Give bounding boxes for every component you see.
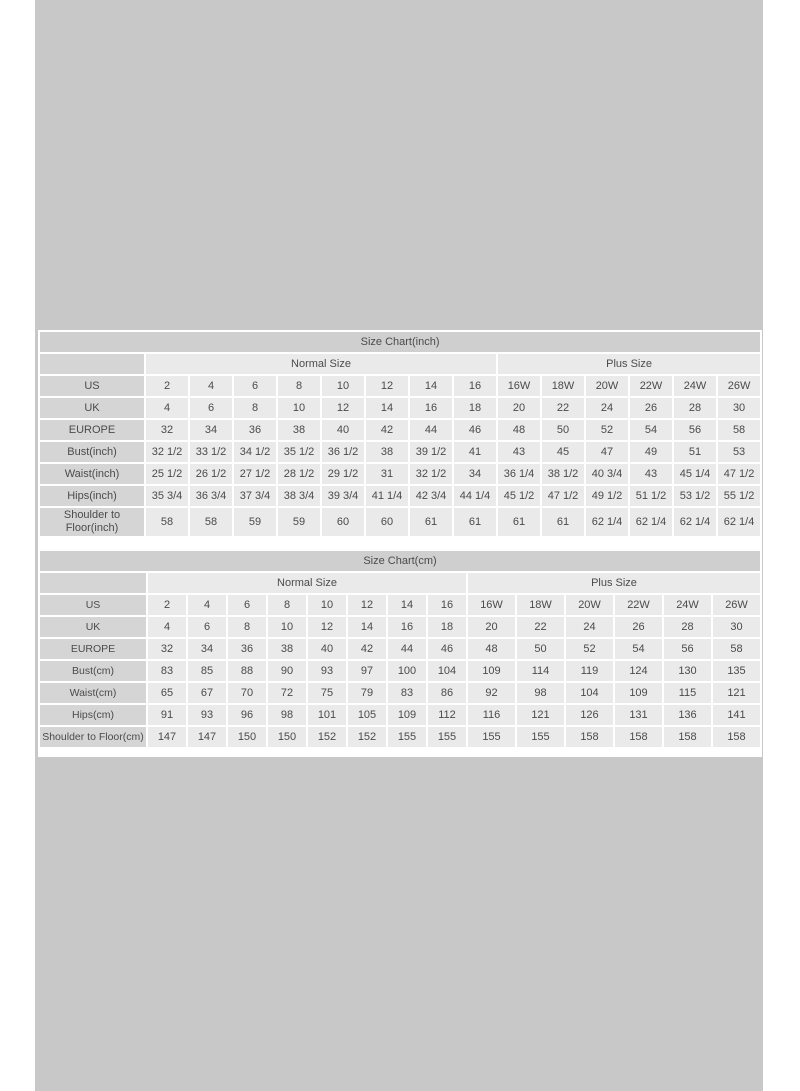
size-cell: 28 — [674, 398, 716, 418]
size-cell: 121 — [517, 705, 564, 725]
size-cell: 12 — [308, 617, 346, 637]
size-cell: 59 — [278, 508, 320, 536]
size-cell: 38 — [268, 639, 306, 659]
size-chart-inch-table — [38, 330, 762, 538]
size-cell: 109 — [468, 661, 515, 681]
size-cell: 20 — [468, 617, 515, 637]
size-cell: 26 — [630, 398, 672, 418]
size-cell: 4 — [148, 617, 186, 637]
size-cell: 28 1/2 — [278, 464, 320, 484]
size-cell: 92 — [468, 683, 515, 703]
size-cell: 100 — [388, 661, 426, 681]
size-cell: 36 1/4 — [498, 464, 540, 484]
size-cell: 72 — [268, 683, 306, 703]
size-cell: 158 — [566, 727, 613, 747]
table-row — [40, 661, 760, 681]
size-cell: 50 — [542, 420, 584, 440]
size-cell: 12 — [322, 398, 364, 418]
size-cell: 85 — [188, 661, 226, 681]
size-cell: 130 — [664, 661, 711, 681]
size-cell: 16W — [498, 376, 540, 396]
size-cell: 54 — [630, 420, 672, 440]
size-cell: 55 1/2 — [718, 486, 760, 506]
size-cell: 41 — [454, 442, 496, 462]
table-row — [40, 442, 760, 462]
size-cell: 61 — [542, 508, 584, 536]
size-cell: 112 — [428, 705, 466, 725]
size-cell: 91 — [148, 705, 186, 725]
size-cell: 42 — [366, 420, 408, 440]
row-label: Shoulder to Floor(cm) — [40, 727, 146, 747]
size-cell: 56 — [674, 420, 716, 440]
size-cell: 42 — [348, 639, 386, 659]
size-cell: 14 — [366, 398, 408, 418]
size-cell: 10 — [278, 398, 320, 418]
size-cell: 147 — [148, 727, 186, 747]
size-cell: 51 1/2 — [630, 486, 672, 506]
size-cell: 49 — [630, 442, 672, 462]
size-cell: 14 — [410, 376, 452, 396]
size-cell: 61 — [410, 508, 452, 536]
size-cell: 45 1/4 — [674, 464, 716, 484]
size-cell: 53 — [718, 442, 760, 462]
size-cell: 46 — [428, 639, 466, 659]
size-cell: 34 — [188, 639, 226, 659]
size-cell: 62 1/4 — [630, 508, 672, 536]
size-cell: 51 — [674, 442, 716, 462]
size-cell: 83 — [388, 683, 426, 703]
size-cell: 18 — [454, 398, 496, 418]
size-cell: 16W — [468, 595, 515, 615]
size-cell: 38 1/2 — [542, 464, 584, 484]
size-cell: 98 — [268, 705, 306, 725]
size-cell: 40 3/4 — [586, 464, 628, 484]
size-cell: 158 — [713, 727, 760, 747]
row-label: Waist(cm) — [40, 683, 146, 703]
size-cell: 104 — [566, 683, 613, 703]
size-cell: 35 3/4 — [146, 486, 188, 506]
size-cell: 50 — [517, 639, 564, 659]
row-label: US — [40, 376, 144, 396]
size-cell: 22W — [615, 595, 662, 615]
table-row — [40, 639, 760, 659]
size-cell: 12 — [366, 376, 408, 396]
group-header: Plus Size — [468, 573, 760, 593]
row-label: EUROPE — [40, 639, 146, 659]
size-cell: 47 1/2 — [542, 486, 584, 506]
size-chart-cm-table — [38, 549, 762, 749]
size-cell: 46 — [454, 420, 496, 440]
size-cell: 93 — [308, 661, 346, 681]
corner-cell — [40, 573, 146, 593]
size-cell: 36 1/2 — [322, 442, 364, 462]
size-cell: 47 1/2 — [718, 464, 760, 484]
size-cell: 59 — [234, 508, 276, 536]
table-row — [40, 420, 760, 440]
size-cell: 147 — [188, 727, 226, 747]
size-cell: 16 — [388, 617, 426, 637]
size-cell: 34 — [190, 420, 232, 440]
size-cell: 61 — [498, 508, 540, 536]
size-cell: 58 — [713, 639, 760, 659]
size-cell: 40 — [308, 639, 346, 659]
size-cell: 150 — [228, 727, 266, 747]
size-cell: 105 — [348, 705, 386, 725]
row-label: UK — [40, 398, 144, 418]
size-cell: 62 1/4 — [718, 508, 760, 536]
size-cell: 52 — [566, 639, 613, 659]
row-label: Shoulder to Floor(inch) — [40, 508, 144, 536]
table-row — [40, 376, 760, 396]
size-cell: 22W — [630, 376, 672, 396]
size-cell: 22 — [542, 398, 584, 418]
size-cell: 86 — [428, 683, 466, 703]
size-cell: 43 — [498, 442, 540, 462]
corner-cell — [40, 354, 144, 374]
row-label: US — [40, 595, 146, 615]
size-cell: 152 — [348, 727, 386, 747]
size-cell: 48 — [468, 639, 515, 659]
size-cell: 36 3/4 — [190, 486, 232, 506]
size-cell: 34 — [454, 464, 496, 484]
size-cell: 49 1/2 — [586, 486, 628, 506]
size-cell: 26W — [713, 595, 760, 615]
size-cell: 4 — [190, 376, 232, 396]
row-label: Bust(cm) — [40, 661, 146, 681]
size-cell: 58 — [718, 420, 760, 440]
size-cell: 16 — [428, 595, 466, 615]
size-cell: 38 — [278, 420, 320, 440]
size-cell: 29 1/2 — [322, 464, 364, 484]
size-cell: 24 — [586, 398, 628, 418]
size-cell: 14 — [388, 595, 426, 615]
size-cell: 155 — [388, 727, 426, 747]
size-cell: 39 3/4 — [322, 486, 364, 506]
row-label: Waist(inch) — [40, 464, 144, 484]
size-cell: 37 3/4 — [234, 486, 276, 506]
size-cell: 60 — [366, 508, 408, 536]
size-cell: 24W — [664, 595, 711, 615]
size-cell: 114 — [517, 661, 564, 681]
size-cell: 25 1/2 — [146, 464, 188, 484]
row-label: UK — [40, 617, 146, 637]
size-cell: 30 — [713, 617, 760, 637]
size-cell: 8 — [278, 376, 320, 396]
size-cell: 40 — [322, 420, 364, 440]
size-cell: 20 — [498, 398, 540, 418]
size-cell: 45 1/2 — [498, 486, 540, 506]
size-cell: 93 — [188, 705, 226, 725]
size-cell: 14 — [348, 617, 386, 637]
size-cell: 26W — [718, 376, 760, 396]
size-cell: 4 — [188, 595, 226, 615]
row-label: EUROPE — [40, 420, 144, 440]
size-cell: 38 — [366, 442, 408, 462]
size-cell: 97 — [348, 661, 386, 681]
size-cell: 65 — [148, 683, 186, 703]
size-cell: 109 — [615, 683, 662, 703]
size-cell: 124 — [615, 661, 662, 681]
size-cell: 141 — [713, 705, 760, 725]
size-cell: 54 — [615, 639, 662, 659]
size-cell: 43 — [630, 464, 672, 484]
table-row — [40, 486, 760, 506]
size-cell: 116 — [468, 705, 515, 725]
size-cell: 150 — [268, 727, 306, 747]
size-cell: 32 1/2 — [146, 442, 188, 462]
size-cell: 67 — [188, 683, 226, 703]
table-row — [40, 508, 760, 536]
size-chart-panel — [38, 330, 762, 757]
table-row — [40, 464, 760, 484]
size-cell: 121 — [713, 683, 760, 703]
size-cell: 12 — [348, 595, 386, 615]
size-cell: 109 — [388, 705, 426, 725]
size-cell: 101 — [308, 705, 346, 725]
size-cell: 135 — [713, 661, 760, 681]
size-cell: 10 — [308, 595, 346, 615]
size-cell: 45 — [542, 442, 584, 462]
size-cell: 75 — [308, 683, 346, 703]
size-cell: 44 — [410, 420, 452, 440]
size-cell: 22 — [517, 617, 564, 637]
table-title: Size Chart(inch) — [40, 332, 760, 352]
size-cell: 70 — [228, 683, 266, 703]
size-cell: 96 — [228, 705, 266, 725]
size-cell: 61 — [454, 508, 496, 536]
size-cell: 10 — [268, 617, 306, 637]
size-cell: 115 — [664, 683, 711, 703]
size-cell: 79 — [348, 683, 386, 703]
size-cell: 32 1/2 — [410, 464, 452, 484]
size-cell: 60 — [322, 508, 364, 536]
size-cell: 58 — [190, 508, 232, 536]
size-cell: 26 1/2 — [190, 464, 232, 484]
size-cell: 36 — [228, 639, 266, 659]
group-header: Normal Size — [148, 573, 466, 593]
size-cell: 28 — [664, 617, 711, 637]
size-cell: 18W — [517, 595, 564, 615]
size-cell: 104 — [428, 661, 466, 681]
size-cell: 4 — [146, 398, 188, 418]
size-cell: 24 — [566, 617, 613, 637]
size-cell: 52 — [586, 420, 628, 440]
size-cell: 47 — [586, 442, 628, 462]
size-cell: 38 3/4 — [278, 486, 320, 506]
size-cell: 56 — [664, 639, 711, 659]
size-cell: 152 — [308, 727, 346, 747]
size-cell: 35 1/2 — [278, 442, 320, 462]
size-cell: 20W — [586, 376, 628, 396]
size-cell: 41 1/4 — [366, 486, 408, 506]
size-cell: 53 1/2 — [674, 486, 716, 506]
size-cell: 18 — [428, 617, 466, 637]
size-cell: 62 1/4 — [674, 508, 716, 536]
size-cell: 16 — [410, 398, 452, 418]
size-cell: 33 1/2 — [190, 442, 232, 462]
group-header: Normal Size — [146, 354, 496, 374]
size-cell: 44 — [388, 639, 426, 659]
row-label: Hips(cm) — [40, 705, 146, 725]
size-cell: 27 1/2 — [234, 464, 276, 484]
size-cell: 88 — [228, 661, 266, 681]
size-cell: 8 — [228, 617, 266, 637]
size-cell: 36 — [234, 420, 276, 440]
size-cell: 26 — [615, 617, 662, 637]
size-cell: 131 — [615, 705, 662, 725]
size-cell: 18W — [542, 376, 584, 396]
size-cell: 24W — [674, 376, 716, 396]
size-cell: 6 — [188, 617, 226, 637]
size-cell: 155 — [428, 727, 466, 747]
table-row — [40, 595, 760, 615]
size-cell: 98 — [517, 683, 564, 703]
group-header: Plus Size — [498, 354, 760, 374]
size-cell: 2 — [146, 376, 188, 396]
table-row — [40, 398, 760, 418]
size-cell: 158 — [664, 727, 711, 747]
size-cell: 136 — [664, 705, 711, 725]
size-cell: 119 — [566, 661, 613, 681]
table-gap — [38, 538, 762, 549]
size-cell: 20W — [566, 595, 613, 615]
size-cell: 34 1/2 — [234, 442, 276, 462]
size-cell: 31 — [366, 464, 408, 484]
size-cell: 155 — [468, 727, 515, 747]
size-cell: 6 — [190, 398, 232, 418]
size-cell: 32 — [146, 420, 188, 440]
table-title: Size Chart(cm) — [40, 551, 760, 571]
size-cell: 2 — [148, 595, 186, 615]
size-cell: 155 — [517, 727, 564, 747]
size-cell: 6 — [234, 376, 276, 396]
size-cell: 32 — [148, 639, 186, 659]
size-cell: 30 — [718, 398, 760, 418]
size-cell: 16 — [454, 376, 496, 396]
table-row — [40, 617, 760, 637]
size-cell: 8 — [268, 595, 306, 615]
size-cell: 10 — [322, 376, 364, 396]
size-cell: 42 3/4 — [410, 486, 452, 506]
size-cell: 62 1/4 — [586, 508, 628, 536]
size-cell: 44 1/4 — [454, 486, 496, 506]
size-cell: 83 — [148, 661, 186, 681]
size-cell: 158 — [615, 727, 662, 747]
table-row — [40, 705, 760, 725]
table-row — [40, 727, 760, 747]
size-cell: 58 — [146, 508, 188, 536]
row-label: Hips(inch) — [40, 486, 144, 506]
size-cell: 90 — [268, 661, 306, 681]
size-cell: 126 — [566, 705, 613, 725]
row-label: Bust(inch) — [40, 442, 144, 462]
size-cell: 6 — [228, 595, 266, 615]
size-cell: 48 — [498, 420, 540, 440]
size-cell: 8 — [234, 398, 276, 418]
size-cell: 39 1/2 — [410, 442, 452, 462]
table-row — [40, 683, 760, 703]
